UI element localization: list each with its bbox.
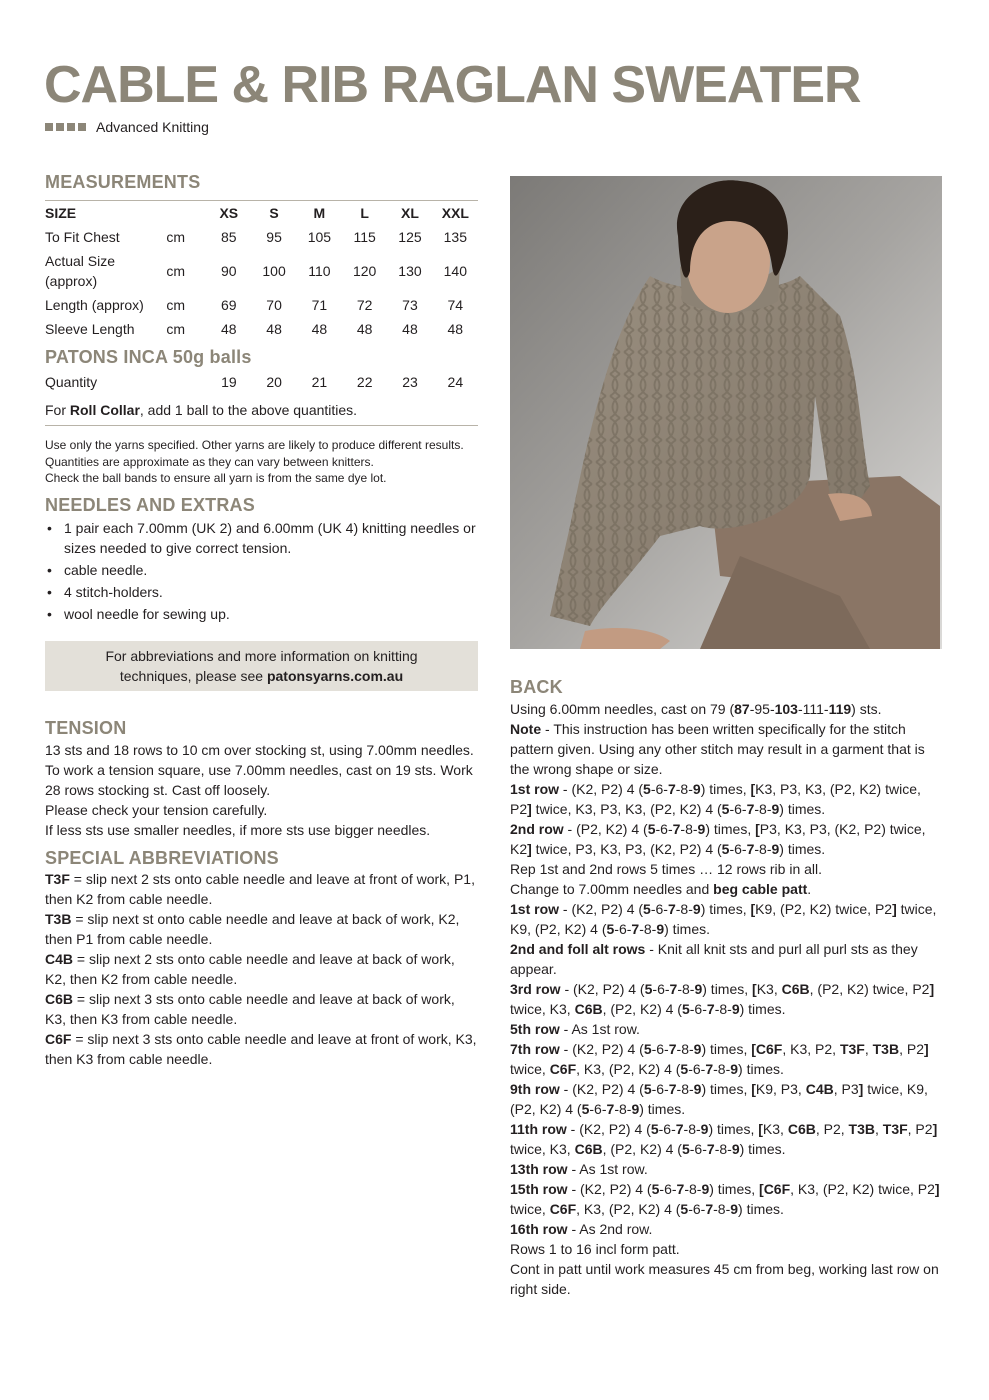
cell-value: 70 [266, 296, 282, 313]
special-abbreviations-heading: SPECIAL ABBREVIATIONS [45, 847, 279, 868]
cell-value: 48 [221, 320, 237, 337]
size-xxl: XXL [441, 204, 469, 221]
needles-heading: NEEDLES AND EXTRAS [45, 494, 255, 515]
list-item: • cable needle. [45, 560, 478, 580]
instruction-paragraph: Using 6.00mm needles, cast on 79 (87-95-103-111-119) sts. [510, 700, 882, 717]
instruction-paragraph: 5th row - As 1st row. [510, 1020, 640, 1037]
row-unit: cm [166, 320, 186, 337]
instruction-paragraph: Rep 1st and 2nd rows 5 times … 12 rows rib in all. [510, 860, 823, 877]
row-unit: cm [166, 228, 186, 245]
skill-level-label: Advanced Knitting [96, 119, 209, 135]
cell-value: 48 [311, 320, 328, 337]
cell-value: 69 [221, 296, 237, 313]
instruction-paragraph: 3rd row - (K2, P2) 4 (5-6-7-8-9) times, [K3, C6B, (P2, K2) twice, P2] twice, K3, C6B, (P2, K2) 4 (5-6-7-8-9) times. [510, 980, 935, 1017]
level-square-icon [45, 123, 53, 131]
website-link[interactable]: patonsyarns.com.au [266, 668, 404, 685]
row-label: Quantity [45, 374, 98, 391]
instruction-paragraph: 16th row - As 2nd row. [510, 1220, 653, 1237]
list-item: T3F = slip next 2 sts onto cable needle and leave at front of work, P1, then K2 from cable needle. [45, 871, 475, 908]
cell-value: 71 [311, 296, 328, 313]
row-label: Actual Size (approx) [45, 252, 116, 289]
instruction-paragraph: 11th row - (K2, P2) 4 (5-6-7-8-9) times, [K3, C6B, P2, T3B, T3F, P2] twice, K3, C6B, (P2, K2) 4 (5-6-7-8-9) times. [510, 1120, 938, 1157]
cell-value: 85 [221, 228, 237, 245]
cell-value: 125 [398, 228, 422, 245]
cell-value: 105 [307, 228, 332, 245]
table-row [45, 370, 478, 394]
measurements-heading: MEASUREMENTS [45, 172, 201, 192]
cell-value: 48 [356, 320, 373, 337]
list-item: • 4 stitch-holders. [45, 582, 478, 602]
right-column [510, 176, 942, 1299]
size-s: S [269, 204, 279, 221]
cell-value: 22 [356, 374, 373, 391]
list-item: C6B = slip next 3 sts onto cable needle and leave at back of work, K3, then K3 from cable needle. [45, 991, 455, 1028]
cell-value: 20 [266, 374, 282, 391]
size-header-row [45, 200, 478, 225]
instruction-paragraph: 15th row - (K2, P2) 4 (5-6-7-8-9) times, [C6F, K3, (P2, K2) twice, P2] twice, C6F, K3, (P2, K2) 4 (5-6-7-8-9) times. [510, 1180, 940, 1217]
table-row [45, 317, 478, 341]
cell-value: 24 [447, 374, 464, 391]
size-m: M [313, 204, 326, 221]
list-item: C6F = slip next 3 sts onto cable needle and leave at front of work, K3, then K3 from cable needle. [45, 1031, 477, 1068]
needles-list [45, 518, 478, 624]
cell-value: 19 [221, 374, 237, 391]
cell-value: 90 [221, 262, 237, 279]
row-unit: cm [166, 296, 186, 313]
row-label: To Fit Chest [45, 228, 120, 245]
tension-text: 13 sts and 18 rows to 10 cm over stocking st, using 7.00mm needles. To work a tension square, use 7.00mm needles, cast on 19 sts. Work 28 rows stocking st. Cast off loosely. Please check your tension carefully. If less sts use smaller needles, if more sts use bigger needles. [45, 741, 474, 838]
back-heading: BACK [510, 677, 563, 697]
row-label: Length (approx) [45, 296, 144, 313]
instruction-paragraph: 2nd row - (P2, K2) 4 (5-6-7-8-9) times, [P3, K3, P3, (K2, P2) twice, K2] twice, P3, K3, P3, (K2, P2) 4 (5-6-7-8-9) times. [510, 820, 926, 857]
cell-value: 95 [266, 228, 282, 245]
list-item: • wool needle for sewing up. [45, 604, 478, 624]
cell-value: 48 [447, 320, 464, 337]
instruction-paragraph: 1st row - (K2, P2) 4 (5-6-7-8-9) times, [K3, P3, K3, (P2, K2) twice, P2] twice, K3, P3, K3, (P2, K2) 4 (5-6-7-8-9) times. [510, 780, 921, 817]
row-unit: cm [166, 262, 186, 279]
instruction-paragraph: 1st row - (K2, P2) 4 (5-6-7-8-9) times, [K9, (P2, K2) twice, P2] twice, K9, (P2, K2) 4 (5-6-7-8-9) times. [510, 900, 937, 937]
row-label: Sleeve Length [45, 320, 135, 337]
table-row [45, 293, 478, 317]
instruction-paragraph: Note - This instruction has been written specifically for the stitch pattern given. Using any other stitch may result in a garment that is the wrong shape or size. [510, 720, 925, 777]
page-title: CABLE & RIB RAGLAN SWEATER [44, 56, 861, 114]
divider [45, 425, 478, 426]
cell-value: 110 [308, 262, 331, 279]
roll-collar-note: For Roll Collar, add 1 ball to the above quantities. [45, 402, 358, 419]
cell-value: 73 [402, 296, 418, 313]
level-square-icon [56, 123, 64, 131]
list-item: C4B = slip next 2 sts onto cable needle and leave at back of work, K2, then K2 from cable needle. [45, 951, 455, 988]
instruction-paragraph: 7th row - (K2, P2) 4 (5-6-7-8-9) times, [C6F, K3, P2, T3F, T3B, P2] twice, C6F, K3, (P2, K2) 4 (5-6-7-8-9) times. [510, 1040, 929, 1077]
cell-value: 130 [398, 262, 422, 279]
cell-value: 100 [262, 262, 286, 279]
cell-value: 74 [447, 296, 464, 313]
yarn-heading: PATONS INCA 50g balls [45, 346, 252, 367]
yarn-disclaimer: Use only the yarns specified. Other yarns are likely to produce different results. Quantities are approximate as they can vary between knitters. Check the ball bands to ensure all yarn is from the same dye lot. [45, 438, 464, 486]
list-item: • 1 pair each 7.00mm (UK 2) and 6.00mm (UK 4) knitting needles or sizes needed to give correct tension. [45, 518, 478, 558]
instruction-paragraph: 2nd and foll alt rows - Knit all knit sts and purl all purl sts as they appear. [510, 940, 918, 977]
size-l: L [360, 204, 369, 221]
instruction-paragraph: Change to 7.00mm needles and beg cable patt. [510, 880, 812, 897]
table-row [45, 225, 478, 249]
cell-value: 23 [402, 374, 418, 391]
table-row [45, 249, 478, 293]
instruction-paragraph: Cont in patt until work measures 45 cm from beg, working last row on right side. [510, 1260, 939, 1297]
size-xs: XS [219, 204, 239, 221]
tension-heading: TENSION [45, 718, 127, 739]
cell-value: 72 [356, 296, 373, 313]
cell-value: 48 [402, 320, 418, 337]
special-abbreviations-list [45, 869, 478, 1069]
back-instructions [510, 699, 942, 1299]
level-square-icon [67, 123, 75, 131]
abbreviations-info-box: For abbreviations and more information on knitting techniques, please see patonsyarns.com.au [45, 641, 478, 691]
cell-value: 120 [352, 262, 377, 279]
size-header-label: SIZE [45, 204, 77, 221]
size-xl: XL [401, 204, 419, 221]
cell-value: 21 [311, 374, 328, 391]
list-item: T3B = slip next st onto cable needle and leave at back of work, K2, then P1 from cable needle. [45, 911, 460, 948]
yarn-table [45, 370, 478, 394]
cell-value: 140 [443, 262, 467, 279]
measurements-table [45, 200, 478, 341]
cell-value: 115 [353, 228, 376, 245]
cell-value: 48 [266, 320, 282, 337]
level-square-icon [78, 123, 86, 131]
instruction-paragraph: Rows 1 to 16 incl form patt. [510, 1240, 680, 1257]
left-column [45, 172, 478, 1069]
skill-level [45, 119, 209, 135]
model-photo [510, 176, 942, 649]
cell-value: 135 [443, 228, 467, 245]
instruction-paragraph: 13th row - As 1st row. [510, 1160, 648, 1177]
instruction-paragraph: 9th row - (K2, P2) 4 (5-6-7-8-9) times, [K9, P3, C4B, P3] twice, K9, (P2, K2) 4 (5-6-7-8-9) times. [510, 1080, 928, 1117]
